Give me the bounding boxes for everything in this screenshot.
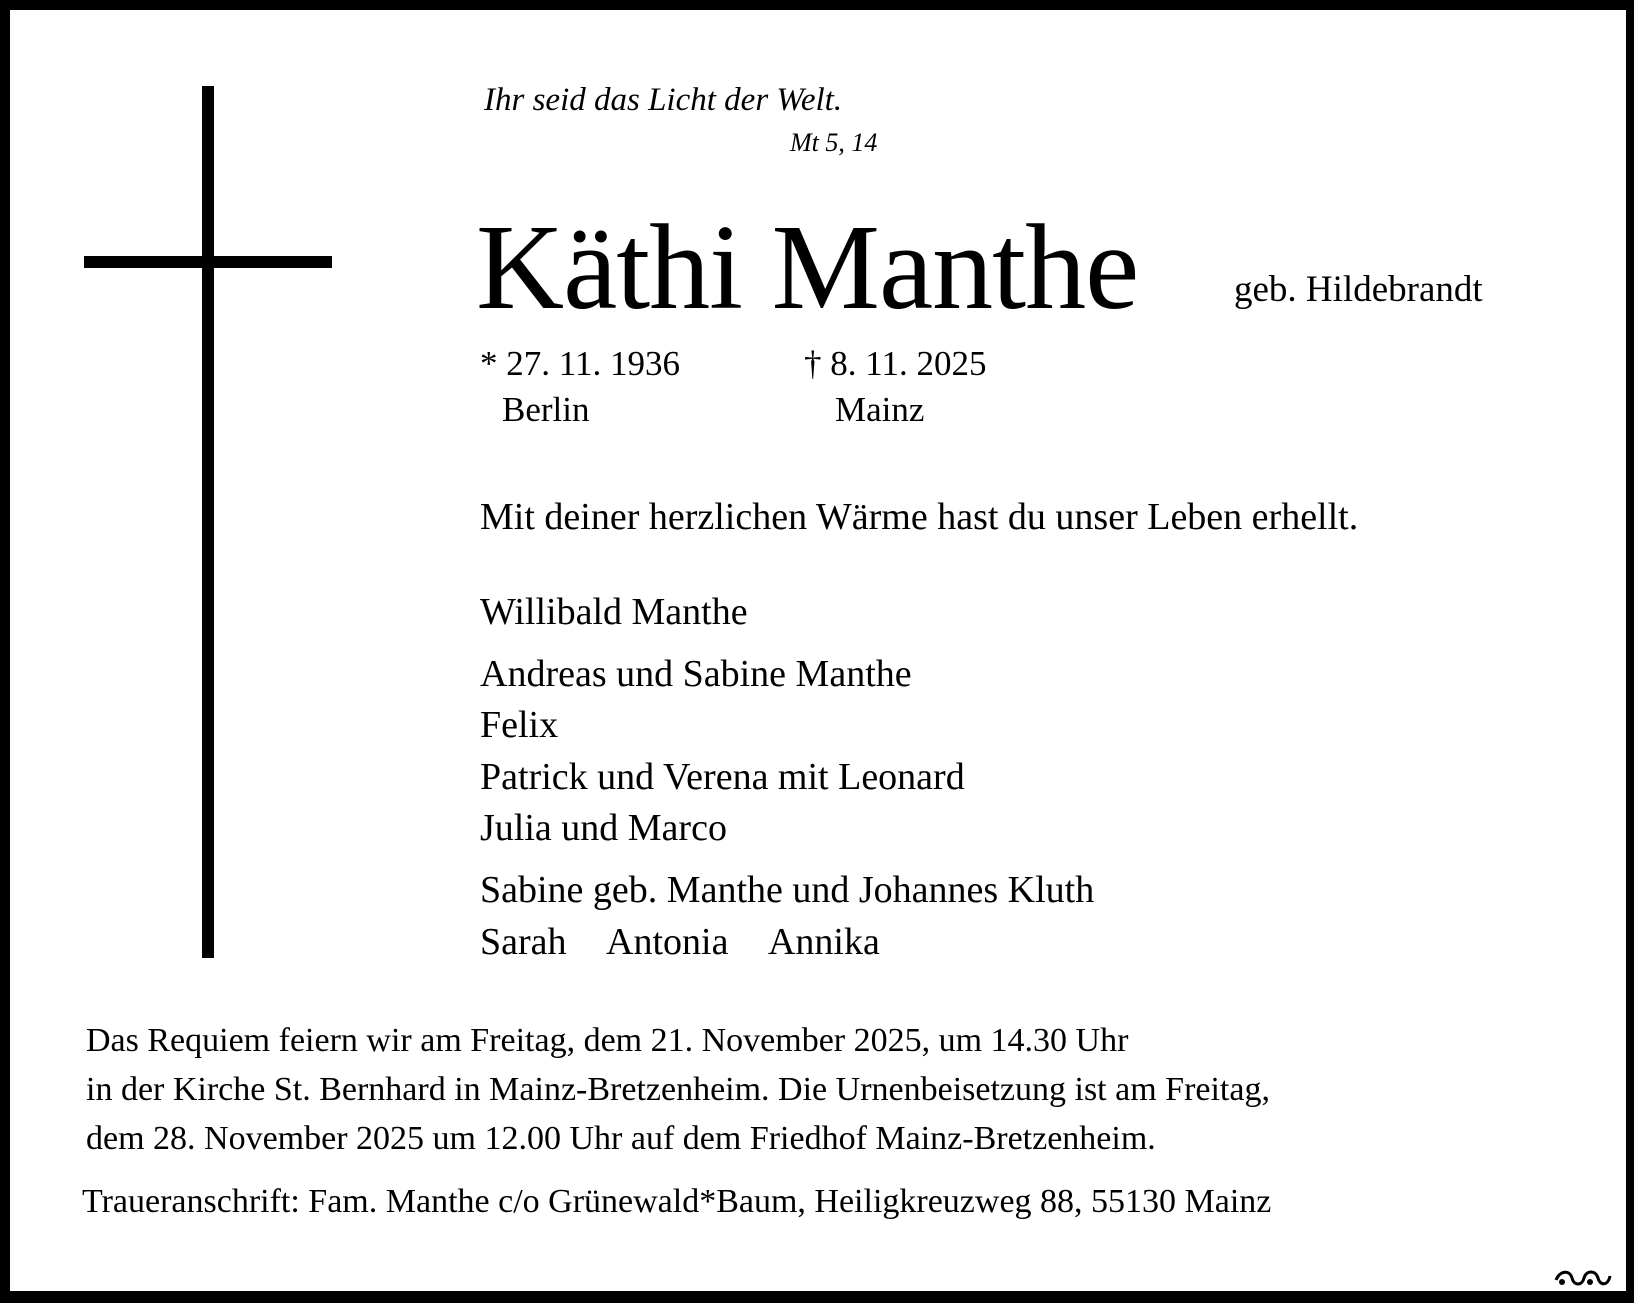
maiden-name: geb. Hildebrandt (1234, 269, 1483, 310)
mourning-address: Traueranschrift: Fam. Manthe c/o Grünewald*Baum, Heiligkreuzweg 88, 55130 Mainz (82, 1183, 1272, 1220)
service-line: dem 28. November 2025 um 12.00 Uhr auf dem Friedhof Mainz-Bretzenheim. (86, 1120, 1156, 1157)
service-line: Das Requiem feiern wir am Freitag, dem 21. November 2025, um 14.30 Uhr (86, 1022, 1129, 1059)
service-announcement (86, 1016, 1270, 1163)
cross-vertical-bar (202, 86, 214, 958)
mourner-line: Sabine geb. Manthe und Johannes Kluth (480, 869, 1095, 911)
mourner-line: Julia und Marco (480, 807, 727, 849)
bible-verse: Ihr seid das Licht der Welt. (484, 82, 843, 118)
grandchildren-line (480, 920, 910, 964)
mourner-line: Willibald Manthe (480, 591, 748, 633)
service-line: in der Kirche St. Bernhard in Mainz-Bretzenheim. Die Urnenbeisetzung ist am Freitag, (86, 1071, 1270, 1108)
birth-date: * 27. 11. 1936 (480, 344, 680, 383)
tribute-text: Mit deiner herzlichen Wärme hast du unser Leben erhellt. (480, 496, 1359, 538)
death-date: † 8. 11. 2025 (804, 344, 987, 383)
mourner-line: Andreas und Sabine Manthe (480, 653, 912, 695)
death-place: Mainz (835, 390, 925, 429)
birth-place: Berlin (502, 390, 590, 429)
flourish-ornament-icon (1552, 1266, 1612, 1292)
mourner-line: Felix (480, 704, 559, 746)
cross-horizontal-bar (84, 256, 332, 268)
grandchild-name: Annika (767, 921, 880, 963)
bible-verse-reference: Mt 5, 14 (790, 128, 878, 157)
deceased-name: Käthi Manthe (476, 200, 1139, 335)
grandchild-name: Antonia (606, 921, 729, 963)
grandchild-name: Sarah (480, 921, 567, 963)
mourner-line: Patrick und Verena mit Leonard (480, 756, 965, 798)
